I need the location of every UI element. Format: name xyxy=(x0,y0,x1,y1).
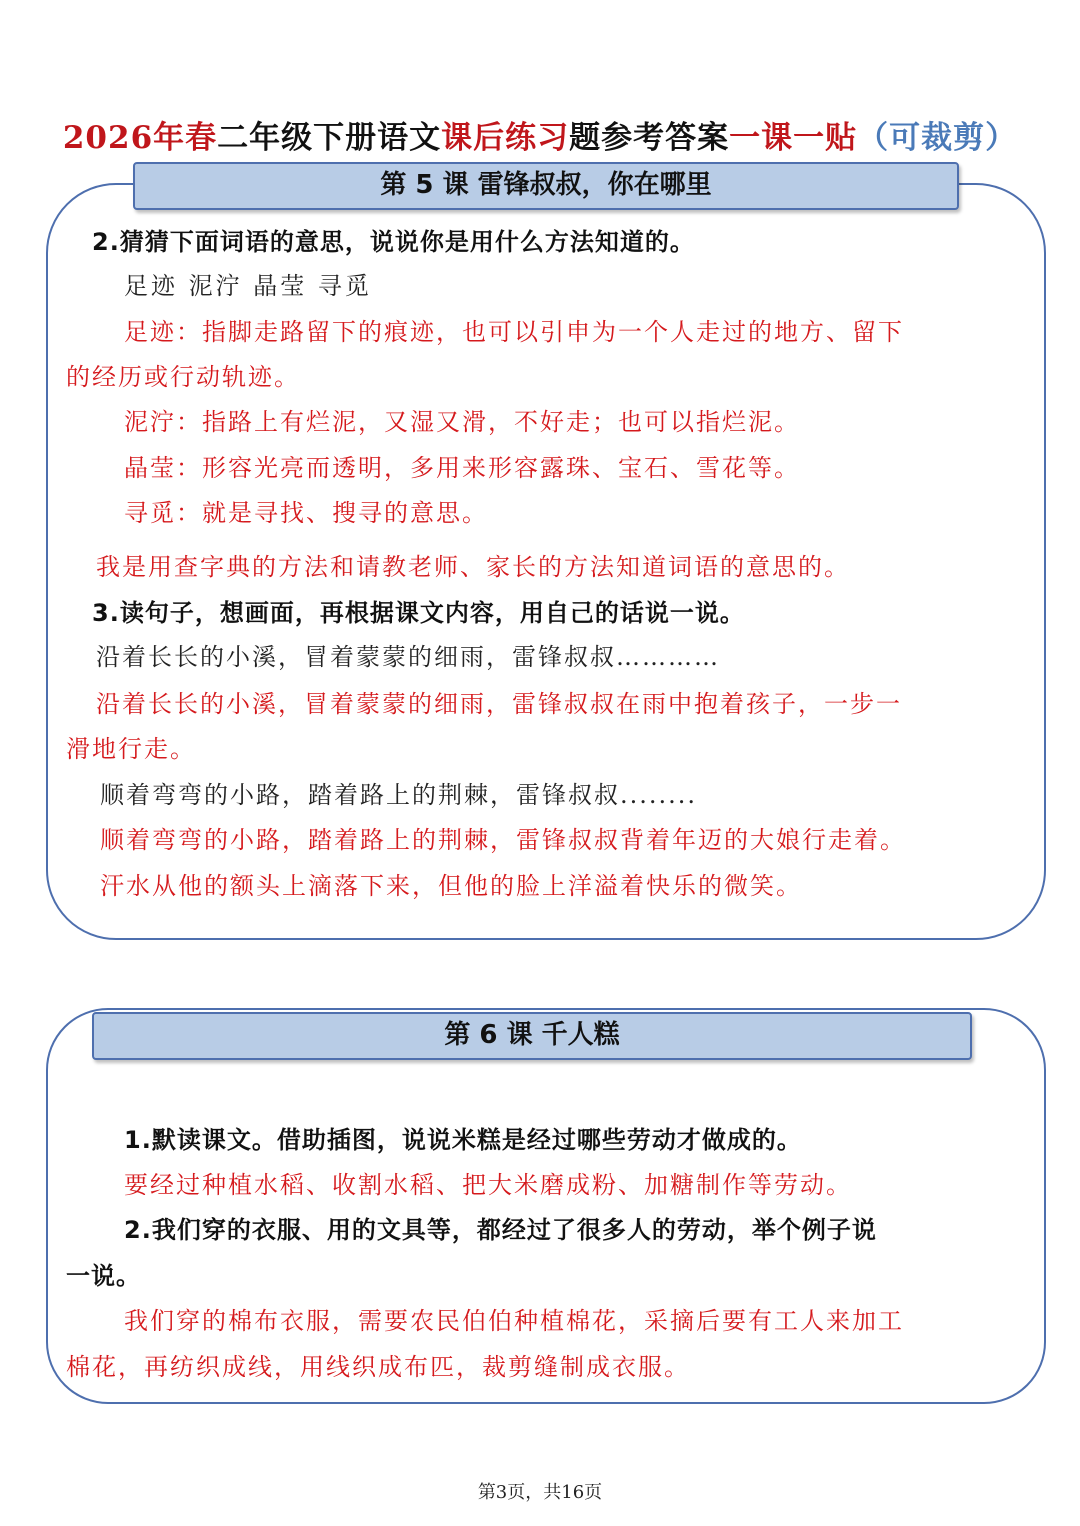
answer-nining: 泥泞：指路上有烂泥，又湿又滑，不好走；也可以指烂泥。 xyxy=(124,408,800,436)
title-year: 2026年春 xyxy=(62,120,218,156)
answer-jingying: 晶莹：形容光亮而透明，多用来形容露珠、宝石、雪花等。 xyxy=(124,454,800,482)
title-grade: 二年级下册语文 xyxy=(217,120,442,156)
answer-zuji-line2: 的经历或行动轨迹。 xyxy=(66,363,300,391)
sentence-2: 顺着弯弯的小路，踏着路上的荆棘，雷锋叔叔........ xyxy=(100,781,698,809)
page-number: 第3页，共16页 xyxy=(477,1482,603,1503)
lesson6-answer-1: 要经过种植水稻、收割水稻、把大米磨成粉、加糖制作等劳动。 xyxy=(124,1171,852,1199)
sentence-1: 沿着长长的小溪，冒着蒙蒙的细雨，雷锋叔叔………… xyxy=(96,643,720,671)
lesson5-words: 足迹 泥泞 晶莹 寻觅 xyxy=(124,272,372,300)
answer-sentence-1-line2: 滑地行走。 xyxy=(66,735,196,763)
lesson6-question-2-line1: 2.我们穿的衣服、用的文具等，都经过了很多人的劳动，举个例子说 xyxy=(124,1216,877,1244)
answer-zuji-line1: 足迹：指脚走路留下的痕迹，也可以引申为一个人走过的地方、留下 xyxy=(124,318,904,346)
title-croppable: （可裁剪） xyxy=(857,120,1018,156)
lesson6-question-2-line2: 一说。 xyxy=(66,1262,141,1290)
lesson6-header: 第 6 课 千人糕 xyxy=(92,1012,972,1060)
title-exercise: 课后练习 xyxy=(441,120,570,156)
answer-sentence-2-line1: 顺着弯弯的小路，踏着路上的荆棘，雷锋叔叔背着年迈的大娘行走着。 xyxy=(100,826,906,854)
lesson6-card xyxy=(46,1008,1046,1404)
lesson6-answer-2-line1: 我们穿的棉布衣服，需要农民伯伯种植棉花，采摘后要有工人来加工 xyxy=(124,1307,904,1335)
lesson6-question-1: 1.默读课文。借助插图，说说米糕是经过哪些劳动才做成的。 xyxy=(124,1126,802,1154)
lesson5-header: 第 5 课 雷锋叔叔，你在哪里 xyxy=(133,162,959,210)
answer-xunmi: 寻觅：就是寻找、搜寻的意思。 xyxy=(124,499,488,527)
answer-method: 我是用查字典的方法和请教老师、家长的方法知道词语的意思的。 xyxy=(96,553,850,581)
lesson5-question-3: 3.读句子，想画面，再根据课文内容，用自己的话说一说。 xyxy=(92,599,745,627)
title-one-lesson: 一课一贴 xyxy=(729,120,858,156)
title-answers: 题参考答案 xyxy=(569,120,730,156)
answer-sentence-1-line1: 沿着长长的小溪，冒着蒙蒙的细雨，雷锋叔叔在雨中抱着孩子，一步一 xyxy=(96,690,902,718)
lesson5-question-2: 2.猜猜下面词语的意思，说说你是用什么方法知道的。 xyxy=(92,228,695,256)
document-title xyxy=(0,112,1080,157)
lesson6-answer-2-line2: 棉花，再纺织成线，用线织成布匹，裁剪缝制成衣服。 xyxy=(66,1353,690,1381)
answer-sentence-2-line2: 汗水从他的额头上滴落下来，但他的脸上洋溢着快乐的微笑。 xyxy=(100,872,802,900)
